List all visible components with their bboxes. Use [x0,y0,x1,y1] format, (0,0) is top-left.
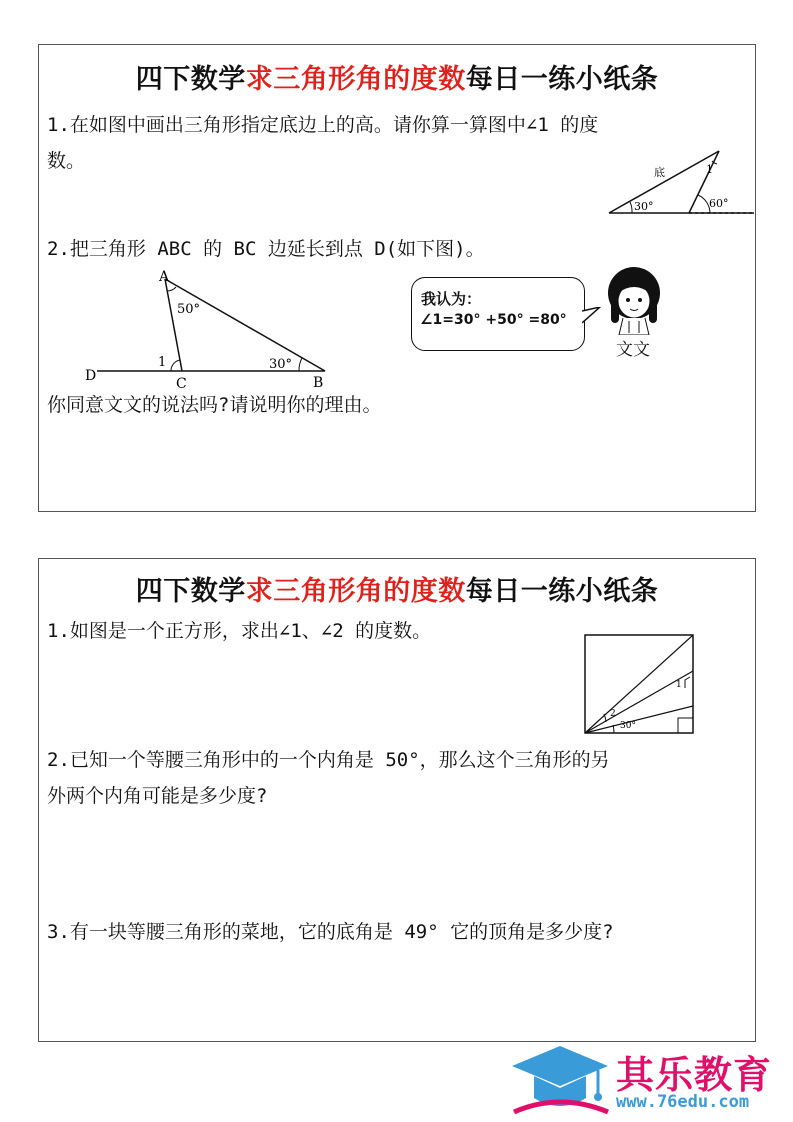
svg-text:30°: 30° [620,721,636,731]
square-figure [584,634,696,736]
svg-text:1: 1 [706,163,713,176]
svg-text:60°: 60° [709,197,729,210]
logo-name: 其乐教育 [616,1053,773,1097]
practice-card-2 [38,558,756,1042]
svg-text:30°: 30° [269,357,293,372]
svg-text:1: 1 [676,680,682,690]
question-2-prompt: 你同意文文的说法吗?请说明你的理由。 [47,394,382,416]
svg-text:2: 2 [610,709,616,719]
graduation-cap-icon [510,1042,612,1118]
speech-bubble: 我认为： ∠1=30° +50° =80° [411,277,585,351]
svg-text:50°: 50° [177,302,201,317]
card-title: 四下数学求三角形角的度数每日一练小纸条 [135,576,659,607]
svg-text:D: D [85,368,97,384]
svg-text:1: 1 [158,355,167,370]
question-2: 2.把三角形 ABC 的 BC 边延长到点 D(如下图)。 [47,238,485,260]
girl-illustration [599,263,669,335]
svg-text:30°: 30° [634,200,654,213]
triangle-abc-figure [79,267,339,392]
triangle-figure-1 [604,143,754,218]
brand-logo [508,1040,793,1122]
svg-text:C: C [176,376,187,392]
logo-url: www.76edu.com [616,1092,750,1112]
practice-card-1 [38,44,756,512]
girl-name: 文文 [616,340,650,360]
question-1: 1.在如图中画出三角形指定底边上的高。请你算一算图中∠1 的度 数。 [47,114,599,172]
question-3: 3.有一块等腰三角形的菜地，它的底角是 49° 它的顶角是多少度? [47,921,614,943]
card-title: 四下数学求三角形角的度数每日一练小纸条 [135,64,659,95]
question-1: 1.如图是一个正方形，求出∠1、∠2 的度数。 [47,620,432,642]
svg-text:底: 底 [654,166,665,179]
svg-text:A: A [159,269,170,285]
svg-text:B: B [313,375,324,391]
question-2: 2.已知一个等腰三角形中的一个内角是 50°，那么这个三角形的另 外两个内角可能是多少度? [47,749,610,807]
